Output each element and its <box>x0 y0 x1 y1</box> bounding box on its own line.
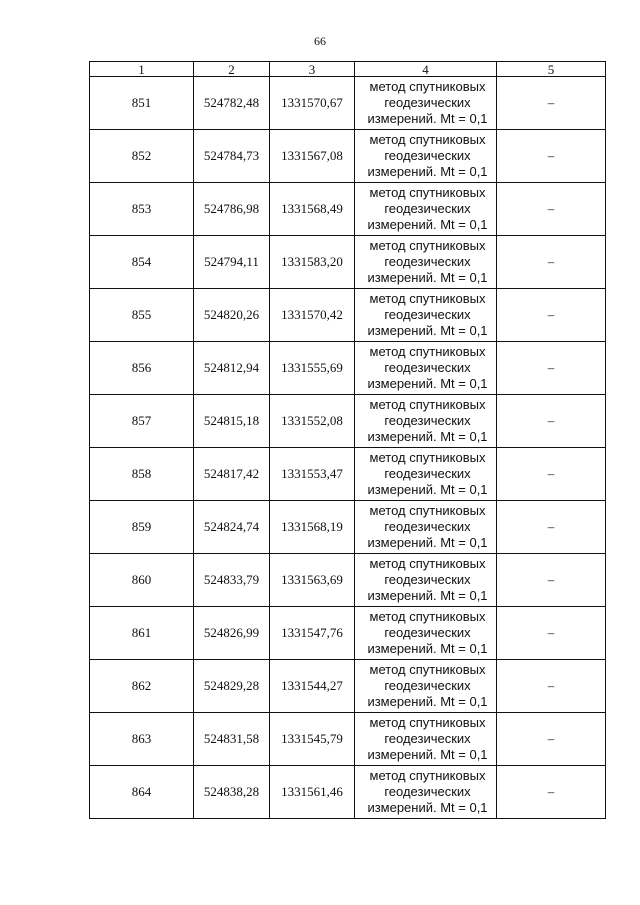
table-row <box>90 236 606 289</box>
method-text-line: измерений. Mt = 0,1 <box>367 747 488 762</box>
method-cell <box>355 448 497 501</box>
method-text-line: геодезических <box>384 148 471 163</box>
method-text-line: геодезических <box>384 519 471 534</box>
method-text-line: измерений. Mt = 0,1 <box>367 482 488 497</box>
method-cell <box>355 660 497 713</box>
method-cell <box>355 289 497 342</box>
method-cell <box>355 183 497 236</box>
point-number-cell: 852 <box>90 130 194 183</box>
point-number-cell: 854 <box>90 236 194 289</box>
note-cell: – <box>497 501 606 554</box>
method-text-line: метод спутниковых <box>369 556 486 571</box>
column-header: 3 <box>270 62 355 77</box>
point-number-cell: 856 <box>90 342 194 395</box>
y-coordinate-cell: 1331545,79 <box>270 713 355 766</box>
method-text-line: метод спутниковых <box>369 662 486 677</box>
note-cell: – <box>497 342 606 395</box>
method-cell <box>355 766 497 819</box>
method-text-line: метод спутниковых <box>369 238 486 253</box>
x-coordinate-cell: 524812,94 <box>194 342 270 395</box>
point-number-cell: 851 <box>90 77 194 130</box>
method-text-line: геодезических <box>384 360 471 375</box>
point-number-cell: 858 <box>90 448 194 501</box>
method-text-line: метод спутниковых <box>369 715 486 730</box>
page-number: 66 <box>314 34 326 48</box>
y-coordinate-cell: 1331568,49 <box>270 183 355 236</box>
point-number-cell: 864 <box>90 766 194 819</box>
table-row <box>90 395 606 448</box>
column-header: 2 <box>194 62 270 77</box>
point-number-cell: 857 <box>90 395 194 448</box>
column-header: 1 <box>90 62 194 77</box>
method-text-line: измерений. Mt = 0,1 <box>367 641 488 656</box>
table-row <box>90 448 606 501</box>
method-text-line: метод спутниковых <box>369 79 486 94</box>
table-row <box>90 713 606 766</box>
method-text-line: измерений. Mt = 0,1 <box>367 217 488 232</box>
method-text-line: геодезических <box>384 678 471 693</box>
table-row <box>90 660 606 713</box>
method-text-line: метод спутниковых <box>369 185 486 200</box>
method-text-line: геодезических <box>384 466 471 481</box>
note-cell: – <box>497 660 606 713</box>
table-row <box>90 183 606 236</box>
y-coordinate-cell: 1331567,08 <box>270 130 355 183</box>
note-cell: – <box>497 713 606 766</box>
method-text-line: геодезических <box>384 784 471 799</box>
method-text-line: метод спутниковых <box>369 609 486 624</box>
point-number-cell: 853 <box>90 183 194 236</box>
method-text-line: измерений. Mt = 0,1 <box>367 800 488 815</box>
table-row <box>90 766 606 819</box>
coordinates-table <box>89 61 606 819</box>
x-coordinate-cell: 524838,28 <box>194 766 270 819</box>
method-text-line: метод спутниковых <box>369 450 486 465</box>
method-text-line: измерений. Mt = 0,1 <box>367 111 488 126</box>
method-cell <box>355 713 497 766</box>
method-text-line: геодезических <box>384 201 471 216</box>
method-text-line: геодезических <box>384 572 471 587</box>
method-text-line: метод спутниковых <box>369 503 486 518</box>
x-coordinate-cell: 524817,42 <box>194 448 270 501</box>
y-coordinate-cell: 1331547,76 <box>270 607 355 660</box>
method-text-line: метод спутниковых <box>369 344 486 359</box>
y-coordinate-cell: 1331570,42 <box>270 289 355 342</box>
method-text-line: измерений. Mt = 0,1 <box>367 694 488 709</box>
method-text-line: метод спутниковых <box>369 397 486 412</box>
method-text-line: измерений. Mt = 0,1 <box>367 323 488 338</box>
table-row <box>90 130 606 183</box>
note-cell: – <box>497 554 606 607</box>
method-text-line: измерений. Mt = 0,1 <box>367 429 488 444</box>
y-coordinate-cell: 1331553,47 <box>270 448 355 501</box>
method-text-line: геодезических <box>384 307 471 322</box>
point-number-cell: 862 <box>90 660 194 713</box>
method-text-line: измерений. Mt = 0,1 <box>367 588 488 603</box>
y-coordinate-cell: 1331555,69 <box>270 342 355 395</box>
y-coordinate-cell: 1331544,27 <box>270 660 355 713</box>
y-coordinate-cell: 1331568,19 <box>270 501 355 554</box>
method-cell <box>355 395 497 448</box>
method-text-line: геодезических <box>384 625 471 640</box>
table-row <box>90 342 606 395</box>
note-cell: – <box>497 448 606 501</box>
column-header: 5 <box>497 62 606 77</box>
note-cell: – <box>497 395 606 448</box>
x-coordinate-cell: 524820,26 <box>194 289 270 342</box>
x-coordinate-cell: 524824,74 <box>194 501 270 554</box>
table-row <box>90 289 606 342</box>
method-text-line: измерений. Mt = 0,1 <box>367 164 488 179</box>
method-text-line: геодезических <box>384 731 471 746</box>
method-text-line: измерений. Mt = 0,1 <box>367 535 488 550</box>
column-header: 4 <box>355 62 497 77</box>
note-cell: – <box>497 289 606 342</box>
point-number-cell: 861 <box>90 607 194 660</box>
method-cell <box>355 342 497 395</box>
method-text-line: геодезических <box>384 254 471 269</box>
method-text-line: геодезических <box>384 413 471 428</box>
x-coordinate-cell: 524833,79 <box>194 554 270 607</box>
method-cell <box>355 236 497 289</box>
x-coordinate-cell: 524815,18 <box>194 395 270 448</box>
table-row <box>90 77 606 130</box>
method-text-line: измерений. Mt = 0,1 <box>367 270 488 285</box>
note-cell: – <box>497 183 606 236</box>
y-coordinate-cell: 1331561,46 <box>270 766 355 819</box>
x-coordinate-cell: 524786,98 <box>194 183 270 236</box>
method-cell <box>355 554 497 607</box>
note-cell: – <box>497 766 606 819</box>
method-text-line: метод спутниковых <box>369 291 486 306</box>
method-cell <box>355 130 497 183</box>
note-cell: – <box>497 130 606 183</box>
method-text-line: измерений. Mt = 0,1 <box>367 376 488 391</box>
method-text-line: метод спутниковых <box>369 132 486 147</box>
note-cell: – <box>497 607 606 660</box>
point-number-cell: 859 <box>90 501 194 554</box>
method-text-line: метод спутниковых <box>369 768 486 783</box>
y-coordinate-cell: 1331552,08 <box>270 395 355 448</box>
y-coordinate-cell: 1331563,69 <box>270 554 355 607</box>
x-coordinate-cell: 524826,99 <box>194 607 270 660</box>
method-text-line: геодезических <box>384 95 471 110</box>
method-cell <box>355 77 497 130</box>
y-coordinate-cell: 1331583,20 <box>270 236 355 289</box>
method-cell <box>355 607 497 660</box>
point-number-cell: 860 <box>90 554 194 607</box>
y-coordinate-cell: 1331570,67 <box>270 77 355 130</box>
x-coordinate-cell: 524831,58 <box>194 713 270 766</box>
method-cell <box>355 501 497 554</box>
x-coordinate-cell: 524794,11 <box>194 236 270 289</box>
x-coordinate-cell: 524782,48 <box>194 77 270 130</box>
table-header-row <box>90 62 606 77</box>
point-number-cell: 863 <box>90 713 194 766</box>
point-number-cell: 855 <box>90 289 194 342</box>
table-row <box>90 501 606 554</box>
x-coordinate-cell: 524829,28 <box>194 660 270 713</box>
x-coordinate-cell: 524784,73 <box>194 130 270 183</box>
note-cell: – <box>497 236 606 289</box>
note-cell: – <box>497 77 606 130</box>
table-row <box>90 607 606 660</box>
table-row <box>90 554 606 607</box>
table-body <box>90 77 606 819</box>
